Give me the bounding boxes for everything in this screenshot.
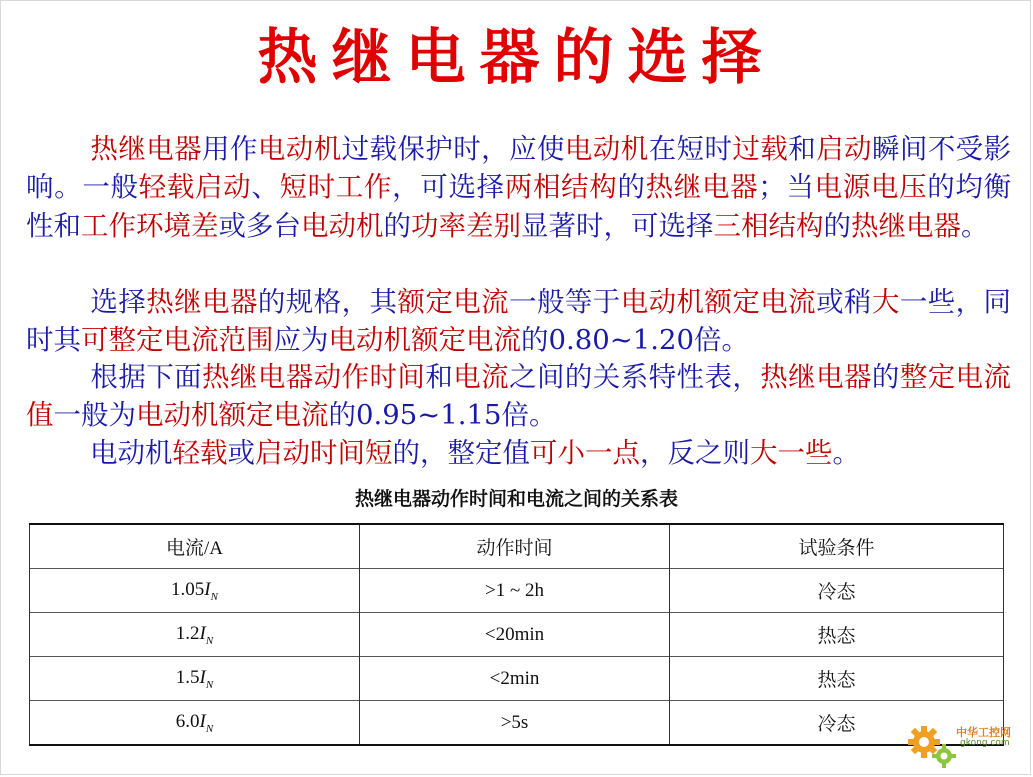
text-segment: 电动机额定电流 (136, 399, 329, 432)
table-row (30, 569, 1004, 613)
text-segment: ；当 (758, 171, 815, 204)
text-segment: 和 (425, 361, 454, 393)
text-segment: 整定电流值 (26, 361, 1012, 432)
cell-current (30, 701, 360, 746)
cell-current (30, 613, 360, 657)
text-segment: 两相结构 (504, 171, 618, 204)
current-subscript: N (205, 634, 214, 647)
relation-table (29, 523, 1004, 746)
text-segment: 可整定电流范围 (81, 324, 274, 357)
text-segment: 电源电压 (814, 171, 928, 204)
table-row (30, 613, 1004, 657)
text-segment: 工作环境差 (81, 209, 219, 242)
text-segment: 电动机 (564, 133, 649, 165)
text-segment: 显著时，可选择 (521, 209, 714, 242)
current-unit: I (199, 666, 206, 688)
gear-logo-icon (902, 716, 962, 772)
table-caption: 热继电器动作时间和电流之间的关系表 (354, 488, 678, 510)
current-unit: I (204, 578, 211, 600)
cell-action-time: <2min (360, 657, 670, 701)
text-segment: 之间的关系特性表， (509, 361, 761, 393)
text-segment: 在短时 (648, 133, 733, 165)
cell-action-time: >5s (360, 701, 670, 746)
watermark-name: 中华工控网 (956, 726, 1011, 739)
text-segment: 一般等于 (509, 286, 621, 318)
cell-current (30, 569, 360, 613)
text-segment: 的规格，其 (257, 286, 398, 318)
text-segment: 热继电器 (90, 133, 203, 165)
text-segment: 热继电器 (851, 209, 961, 242)
cell-action-time: >1 ~ 2h (360, 569, 670, 613)
text-segment: 电动机 (90, 437, 173, 469)
cell-test-condition: 热态 (670, 657, 1004, 701)
text-segment: 、 (251, 171, 280, 204)
text-segment: 的 (383, 209, 411, 242)
text-segment: 和 (788, 133, 817, 165)
cell-current (30, 657, 360, 701)
text-segment: 三相结构 (713, 209, 824, 242)
header-action-time: 动作时间 (360, 524, 670, 569)
text-segment: 热继电器动作时间 (202, 361, 426, 393)
text-segment: ，可选择 (392, 171, 505, 204)
text-segment: 。 (832, 437, 860, 469)
text-segment: 的均衡性和 (26, 171, 1012, 242)
text-segment: 热继电器 (146, 286, 258, 318)
text-segment: 的0.80~1.20倍。 (521, 324, 750, 357)
text-segment: 电动机额定电流 (620, 286, 817, 318)
current-coefficient: 6.0 (175, 710, 200, 732)
text-segment: 轻载启动 (138, 171, 252, 204)
text-segment: 一些，同时其 (26, 286, 1012, 357)
current-coefficient: 1.05 (171, 578, 205, 600)
cell-test-condition: 冷态 (670, 569, 1004, 613)
text-segment: 过载 (732, 133, 789, 165)
text-segment: 热继电器 (760, 361, 872, 393)
current-subscript: N (205, 678, 214, 691)
text-segment: 的0.95~1.15倍。 (328, 399, 557, 432)
current-coefficient: 1.5 (175, 666, 200, 688)
text-segment: 或稍 (816, 286, 872, 318)
current-coefficient: 1.2 (175, 622, 200, 644)
paragraph-1 (26, 130, 1011, 245)
text-segment: 电流 (453, 361, 510, 393)
paragraph-2 (26, 283, 1011, 360)
text-segment: ，反之则 (640, 437, 750, 469)
text-segment: 电动机 (301, 209, 384, 242)
table-row (30, 701, 1004, 746)
cell-action-time: <20min (360, 613, 670, 657)
header-current: 电流/A (30, 524, 360, 569)
current-unit: I (199, 622, 206, 644)
text-segment: 的 (617, 171, 646, 204)
slide-title: 热继电器的选择 (257, 23, 776, 93)
text-segment: 用作 (202, 133, 258, 165)
cell-test-condition: 冷态 (670, 701, 1004, 746)
text-segment: 根据下面 (90, 361, 203, 393)
header-test-condition: 试验条件 (670, 524, 1004, 569)
text-segment: 热继电器 (645, 171, 759, 204)
text-segment: 的 (823, 209, 851, 242)
text-segment: 的 (871, 361, 900, 393)
watermark-url: gkong.com (960, 738, 1010, 748)
paragraph-3 (26, 358, 1011, 435)
text-segment: 轻载 (172, 437, 228, 469)
text-segment: 功率差别 (411, 209, 521, 242)
table-header-row (30, 524, 1004, 569)
table-row (30, 657, 1004, 701)
current-subscript: N (210, 590, 218, 603)
text-segment: 或 (227, 437, 255, 469)
text-segment: 可小一点 (530, 437, 640, 469)
text-segment: 一般为 (53, 399, 136, 432)
cell-test-condition: 热态 (670, 613, 1004, 657)
current-unit: I (199, 710, 206, 732)
current-subscript: N (205, 722, 214, 735)
text-segment: 电动机 (257, 133, 342, 165)
text-segment: 或多台 (218, 209, 301, 242)
text-segment: 短时工作 (279, 171, 393, 204)
text-segment: 启动时间短 (255, 437, 393, 469)
text-segment: 应为 (273, 324, 329, 357)
text-segment: 。 (961, 209, 989, 242)
text-segment: 的，整定值 (392, 437, 530, 469)
text-segment: 大 (871, 286, 900, 318)
text-segment: 过载保护时，应使 (341, 133, 565, 165)
site-watermark (902, 716, 1028, 772)
text-segment: 选择 (90, 286, 147, 318)
text-segment: 电动机额定电流 (328, 324, 521, 357)
text-segment: 额定电流 (397, 286, 510, 318)
text-segment: 瞬间不受影响。一般 (26, 133, 1012, 204)
paragraph-4 (26, 434, 1011, 472)
text-segment: 启动 (816, 133, 872, 165)
text-segment: 大一些 (750, 437, 833, 469)
